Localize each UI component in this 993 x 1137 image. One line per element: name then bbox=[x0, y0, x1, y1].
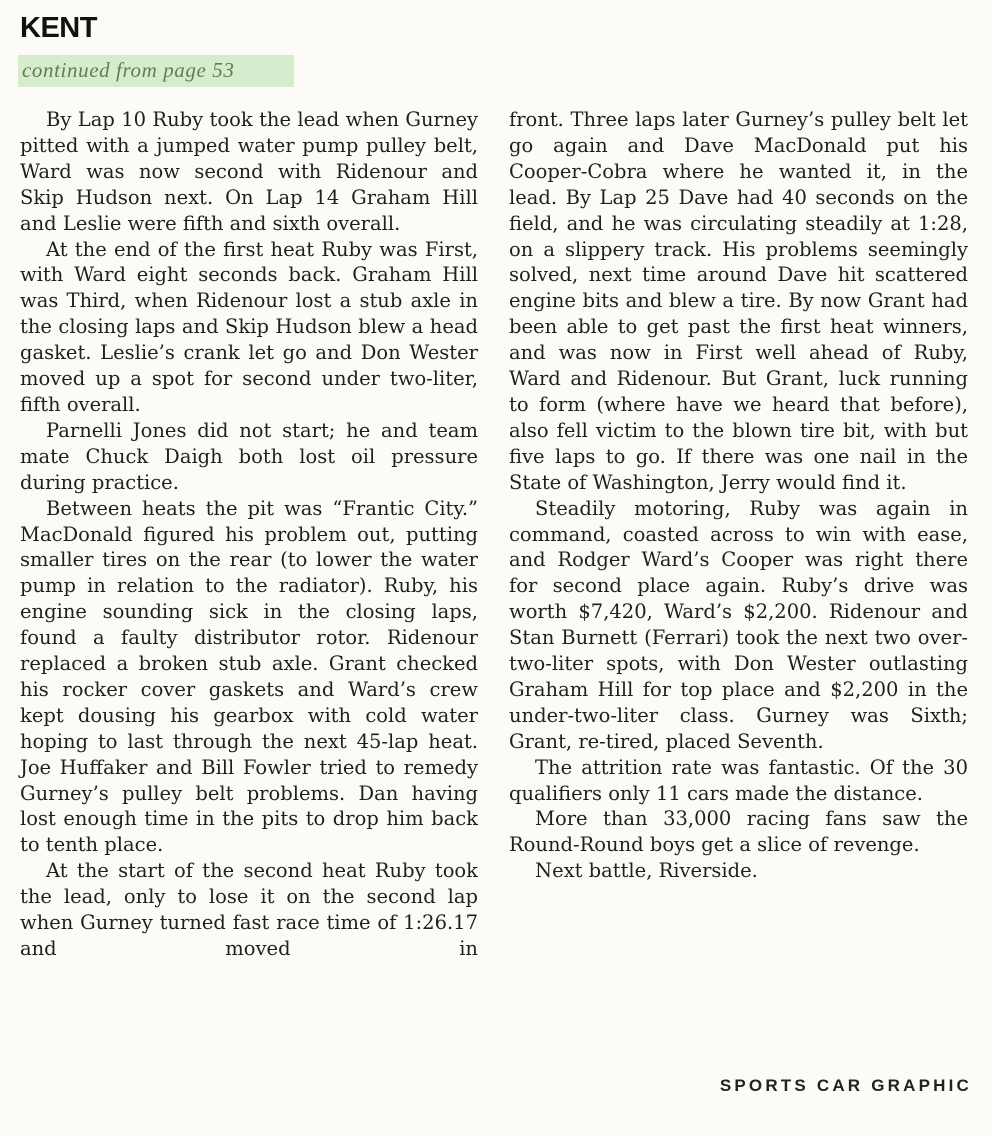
paragraph: At the end of the first heat Ruby was First, with Ward eight seconds back. Graham Hill was Third, when Ridenour lost a stub axle in the closing laps and Skip Hudson blew a head gasket. Leslie’s crank let go and Don Wester moved up a spot for second under two-liter, fifth overall. bbox=[20, 237, 478, 416]
left-column bbox=[20, 107, 478, 962]
article-heading: KENT bbox=[20, 12, 97, 44]
paragraph: By Lap 10 Ruby took the lead when Gurney pitted with a jumped water pump pulley belt, Ward was now second with Ridenour and Skip Hudson next. On Lap 14 Graham Hill and Leslie were fifth and sixth overall. bbox=[20, 108, 478, 235]
paragraph: Between heats the pit was “Frantic City.” MacDonald figured his problem out, putting smaller tires on the rear (to lower the water pump in relation to the radiator). Ruby, his engine sounding sick in the closing laps, found a faulty distributor rotor. Ridenour replaced a broken stub axle. Grant checked his rocker cover gaskets and Ward’s crew kept dousing his gearbox with cold water hoping to last through the next 45-lap heat. Joe Huffaker and Bill Fowler tried to remedy Gurney’s pulley belt problems. Dan having lost enough time in the pits to drop him back to tenth place. bbox=[20, 496, 478, 857]
paragraph: The attrition rate was fantastic. Of the 30 qualifiers only 11 cars made the distance. bbox=[509, 755, 968, 805]
paragraph: More than 33,000 racing fans saw the Round-Round boys get a slice of revenge. bbox=[509, 807, 968, 857]
continued-note: continued from page 53 bbox=[18, 55, 294, 87]
right-column bbox=[509, 107, 968, 884]
paragraph: Next battle, Riverside. bbox=[535, 859, 758, 883]
paragraph: Steadily motoring, Ruby was again in command, coasted across to win with ease, and Rodger Ward’s Cooper was right there for second place again. Ruby’s drive was worth $7,420, Ward’s $2,200. Ridenour and Stan Burnett (Ferrari) took the next two over-two-liter spots, with Don Wester outlasting Graham Hill for top place and $2,200 in the under-two-liter class. Gurney was Sixth; Grant, re-tired, placed Seventh. bbox=[509, 496, 968, 753]
paragraph: Parnelli Jones did not start; he and team mate Chuck Daigh both lost oil pressure during practice. bbox=[20, 418, 478, 494]
paragraph-continued: front. Three laps later Gurney’s pulley belt let go again and Dave MacDonald put his Cooper-Cobra where he wanted it, in the lead. By Lap 25 Dave had 40 seconds on the field, and he was circulating steadily at 1:28, on a slippery track. His problems seemingly solved, next time around Dave hit scattered engine bits and blew a tire. By now Grant had been able to get past the first heat winners, and was now in First well ahead of Ruby, Ward and Ridenour. But Grant, luck running to form (where have we heard that before), also fell victim to the blown tire bit, with but five laps to go. If there was one nail in the State of Washington, Jerry would find it. bbox=[509, 108, 968, 494]
magazine-name: SPORTS CAR GRAPHIC bbox=[719, 1076, 972, 1095]
paragraph: At the start of the second heat Ruby took the lead, only to lose it on the second lap when Gurney turned fast race time of 1:26.17 and moved in bbox=[20, 859, 478, 960]
